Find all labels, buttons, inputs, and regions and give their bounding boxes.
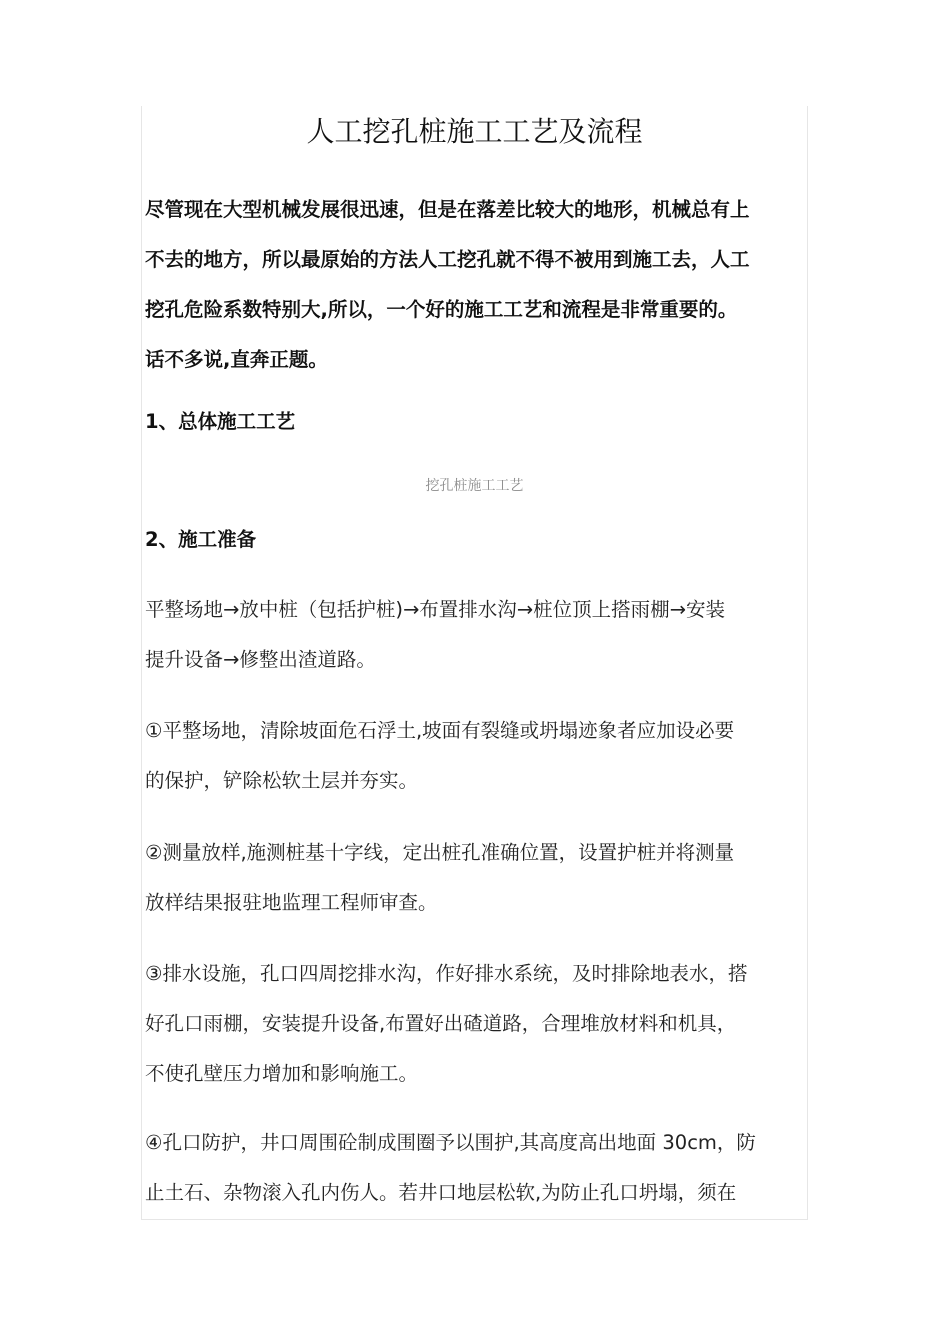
paragraph-item-4 — [145, 1118, 813, 1218]
paragraph-line: 提升设备→修整出渣道路。 — [145, 648, 376, 671]
paragraph-line: 平整场地→放中桩（包括护桩)→布置排水沟→桩位顶上搭雨棚→安装 — [145, 598, 725, 621]
paragraph-item-3 — [145, 949, 813, 1099]
paragraph-line: 好孔口雨棚，安装提升设备,布置好出碴道路，合理堆放材料和机具， — [145, 1012, 737, 1035]
paragraph-line: ③排水设施，孔口四周挖排水沟，作好排水系统，及时排除地表水，搭 — [145, 962, 748, 985]
section-heading-text: 1、总体施工工艺 — [145, 410, 296, 433]
paragraph-item-1 — [145, 706, 813, 806]
paragraph-line: 的保护，铲除松软土层并夯实。 — [145, 769, 419, 792]
document-title: 人工挖孔桩施工工艺及流程 — [306, 115, 643, 148]
paragraph-line: 止土石、杂物滚入孔内伤人。若井口地层松软,为防止孔口坍塌，须在 — [145, 1181, 737, 1204]
intro-line: 挖孔危险系数特别大,所以，一个好的施工工艺和流程是非常重要的。 — [145, 298, 738, 321]
section-heading-1 — [145, 397, 813, 447]
paragraph-line: ②测量放样,施测桩基十字线，定出桩孔准确位置，设置护桩并将测量 — [145, 841, 735, 864]
intro-line: 不去的地方，所以最原始的方法人工挖孔就不得不被用到施工去，人工 — [145, 248, 750, 271]
paragraph-item-2 — [145, 828, 813, 928]
intro-line: 话不多说,直奔正题。 — [145, 348, 328, 371]
section-heading-text: 2、施工准备 — [145, 528, 257, 551]
image-caption: 挖孔桩施工工艺 — [425, 478, 524, 494]
intro-paragraph — [145, 185, 813, 385]
paragraph-line: 放样结果报驻地监理工程师审查。 — [145, 891, 438, 914]
paragraph-line: ①平整场地，清除坡面危石浮土,坡面有裂缝或坍塌迹象者应加设必要 — [145, 719, 735, 742]
paragraph-line: 不使孔壁压力增加和影响施工。 — [145, 1062, 419, 1085]
section-heading-2 — [145, 515, 813, 565]
flow-paragraph — [145, 585, 813, 685]
intro-line: 尽管现在大型机械发展很迅速，但是在落差比较大的地形，机械总有上 — [145, 198, 750, 221]
paragraph-line: ④孔口防护，井口周围砼制成围圈予以围护,其高度高出地面 30cm，防 — [145, 1131, 756, 1154]
